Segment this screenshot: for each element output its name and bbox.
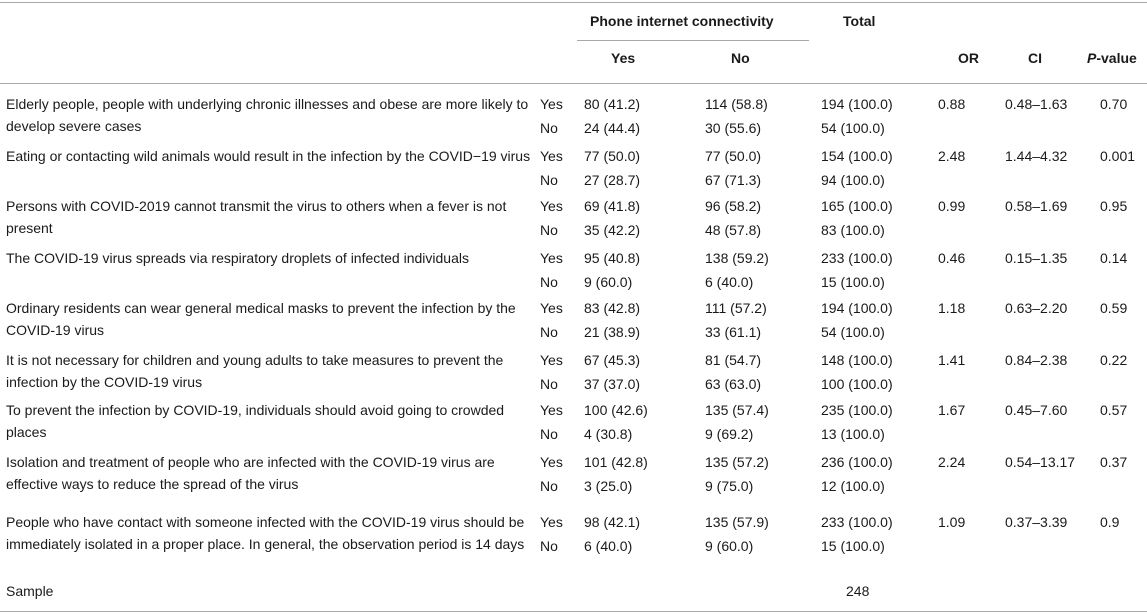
cell-no-total: 13 (100.0) (821, 426, 885, 442)
cell-yes-label: Yes (540, 402, 563, 418)
cell-no-no: 63 (63.0) (705, 376, 762, 392)
cell-ci: 0.48–1.63 (1005, 96, 1068, 112)
cell-no-total: 94 (100.0) (821, 172, 885, 188)
cell-or: 0.99 (938, 198, 966, 214)
cell-no-label: No (540, 478, 558, 494)
cell-no-no: 30 (55.6) (705, 120, 762, 136)
cell-no-yes: 3 (25.0) (584, 478, 633, 494)
cell-no-yes: 6 (40.0) (584, 538, 633, 554)
cell-no-yes: 4 (30.8) (584, 426, 633, 442)
header-ci: CI (1028, 50, 1042, 66)
cell-no-total: 12 (100.0) (821, 478, 885, 494)
cell-yes-total: 165 (100.0) (821, 198, 893, 214)
cell-yes-label: Yes (540, 300, 563, 316)
cell-p: 0.37 (1100, 454, 1128, 470)
cell-p: 0.14 (1100, 250, 1128, 266)
cell-no-total: 15 (100.0) (821, 274, 885, 290)
cell-no-label: No (540, 426, 558, 442)
cell-yes-no: 111 (57.2) (705, 300, 767, 316)
cell-p: 0.9 (1100, 514, 1120, 530)
cell-no-yes: 35 (42.2) (584, 222, 641, 238)
question-text: The COVID-19 virus spreads via respiratory droplets of infected individuals (6, 250, 469, 266)
cell-yes-total: 233 (100.0) (821, 250, 893, 266)
cell-yes-yes: 80 (41.2) (584, 96, 641, 112)
cell-yes-no: 138 (59.2) (705, 250, 769, 266)
top-rule (0, 2, 1147, 3)
cell-p: 0.22 (1100, 352, 1128, 368)
cell-no-label: No (540, 376, 558, 392)
header-or: OR (958, 50, 979, 66)
question-text: Elderly people, people with underlying chronic illnesses and obese are more likely to develop severe cases (6, 96, 529, 134)
cell-ci: 0.58–1.69 (1005, 198, 1068, 214)
cell-yes-yes: 77 (50.0) (584, 148, 641, 164)
cell-or: 2.24 (938, 454, 966, 470)
cell-yes-no: 96 (58.2) (705, 198, 762, 214)
cell-ci: 0.84–2.38 (1005, 352, 1068, 368)
cell-yes-yes: 83 (42.8) (584, 300, 641, 316)
cell-no-yes: 27 (28.7) (584, 172, 641, 188)
cell-no-label: No (540, 538, 558, 554)
cell-or: 1.41 (938, 352, 966, 368)
cell-or: 1.67 (938, 402, 966, 418)
cell-yes-yes: 101 (42.8) (584, 454, 648, 470)
cell-p: 0.57 (1100, 402, 1128, 418)
cell-yes-yes: 67 (45.3) (584, 352, 641, 368)
cell-ci: 0.15–1.35 (1005, 250, 1068, 266)
cell-yes-total: 154 (100.0) (821, 148, 893, 164)
cell-p: 0.95 (1100, 198, 1128, 214)
phone-group-underline (577, 40, 809, 41)
cell-no-label: No (540, 274, 558, 290)
cell-yes-yes: 100 (42.6) (584, 402, 648, 418)
cell-no-no: 6 (40.0) (705, 274, 754, 290)
cell-yes-label: Yes (540, 514, 563, 530)
cell-no-total: 83 (100.0) (821, 222, 885, 238)
cell-no-total: 100 (100.0) (821, 376, 893, 392)
question-text: People who have contact with someone infected with the COVID-19 virus should be immediately isolated in a proper place. In general, the observation period is 14 days (6, 514, 525, 552)
header-total: Total (843, 13, 876, 29)
cell-no-yes: 37 (37.0) (584, 376, 641, 392)
cell-no-yes: 21 (38.9) (584, 324, 641, 340)
cell-yes-label: Yes (540, 250, 563, 266)
cell-yes-label: Yes (540, 198, 563, 214)
question-text: Persons with COVID-2019 cannot transmit the virus to others when a fever is not present (6, 198, 507, 236)
cell-or: 0.46 (938, 250, 966, 266)
cell-yes-label: Yes (540, 148, 563, 164)
cell-yes-label: Yes (540, 352, 563, 368)
cell-or: 0.88 (938, 96, 966, 112)
cell-yes-label: Yes (540, 96, 563, 112)
cell-yes-total: 194 (100.0) (821, 300, 893, 316)
question-text: Ordinary residents can wear general medical masks to prevent the infection by the COVID-19 virus (6, 300, 516, 338)
cell-no-label: No (540, 120, 558, 136)
cell-or: 1.09 (938, 514, 966, 530)
question-text: It is not necessary for children and young adults to take measures to prevent the infection by the COVID-19 virus (6, 352, 504, 390)
cell-ci: 0.63–2.20 (1005, 300, 1068, 316)
cell-no-no: 9 (60.0) (705, 538, 754, 554)
header-pvalue-rest: -value (1096, 50, 1137, 66)
cell-no-no: 9 (69.2) (705, 426, 754, 442)
cell-yes-total: 194 (100.0) (821, 96, 893, 112)
cell-no-no: 67 (71.3) (705, 172, 762, 188)
cell-no-total: 15 (100.0) (821, 538, 885, 554)
cell-yes-total: 235 (100.0) (821, 402, 893, 418)
cell-yes-no: 135 (57.2) (705, 454, 769, 470)
cell-no-label: No (540, 324, 558, 340)
cell-ci: 0.54–13.17 (1005, 454, 1076, 470)
cell-ci: 1.44–4.32 (1005, 148, 1068, 164)
cell-yes-no: 114 (58.8) (705, 96, 768, 112)
cell-yes-total: 233 (100.0) (821, 514, 893, 530)
header-pvalue (1087, 47, 1137, 69)
cell-no-yes: 24 (44.4) (584, 120, 641, 136)
cell-yes-no: 135 (57.9) (705, 514, 769, 530)
cell-or: 1.18 (938, 300, 966, 316)
cell-yes-total: 236 (100.0) (821, 454, 893, 470)
cell-yes-no: 77 (50.0) (705, 148, 762, 164)
cell-no-no: 33 (61.1) (705, 324, 762, 340)
cell-no-total: 54 (100.0) (821, 324, 885, 340)
header-rule (0, 83, 1147, 84)
question-text: Eating or contacting wild animals would result in the infection by the COVID−19 virus (6, 148, 531, 164)
cell-no-no: 48 (57.8) (705, 222, 762, 238)
cell-p: 0.70 (1100, 96, 1128, 112)
cell-ci: 0.37–3.39 (1005, 514, 1068, 530)
sample-label: Sample (6, 583, 54, 599)
header-pvalue-p: P (1087, 50, 1097, 66)
cell-yes-total: 148 (100.0) (821, 352, 893, 368)
cell-no-label: No (540, 172, 558, 188)
cell-no-total: 54 (100.0) (821, 120, 885, 136)
cell-p: 0.59 (1100, 300, 1128, 316)
cell-yes-yes: 69 (41.8) (584, 198, 641, 214)
cell-p: 0.001 (1100, 148, 1136, 164)
header-yes: Yes (611, 50, 636, 66)
question-text: To prevent the infection by COVID-19, individuals should avoid going to crowded places (6, 402, 505, 440)
sample-total: 248 (846, 583, 870, 599)
cell-no-label: No (540, 222, 558, 238)
cell-yes-yes: 98 (42.1) (584, 514, 641, 530)
cell-no-yes: 9 (60.0) (584, 274, 633, 290)
cell-yes-label: Yes (540, 454, 563, 470)
question-text: Isolation and treatment of people who are infected with the COVID-19 virus are effective ways to reduce the spread of the virus (6, 454, 495, 492)
bottom-rule (0, 611, 1147, 612)
header-no: No (731, 50, 750, 66)
header-phone-connectivity: Phone internet connectivity (590, 13, 774, 29)
cell-ci: 0.45–7.60 (1005, 402, 1068, 418)
cell-yes-no: 81 (54.7) (705, 352, 762, 368)
cell-or: 2.48 (938, 148, 966, 164)
cell-no-no: 9 (75.0) (705, 478, 754, 494)
cell-yes-yes: 95 (40.8) (584, 250, 641, 266)
cell-yes-no: 135 (57.4) (705, 402, 769, 418)
